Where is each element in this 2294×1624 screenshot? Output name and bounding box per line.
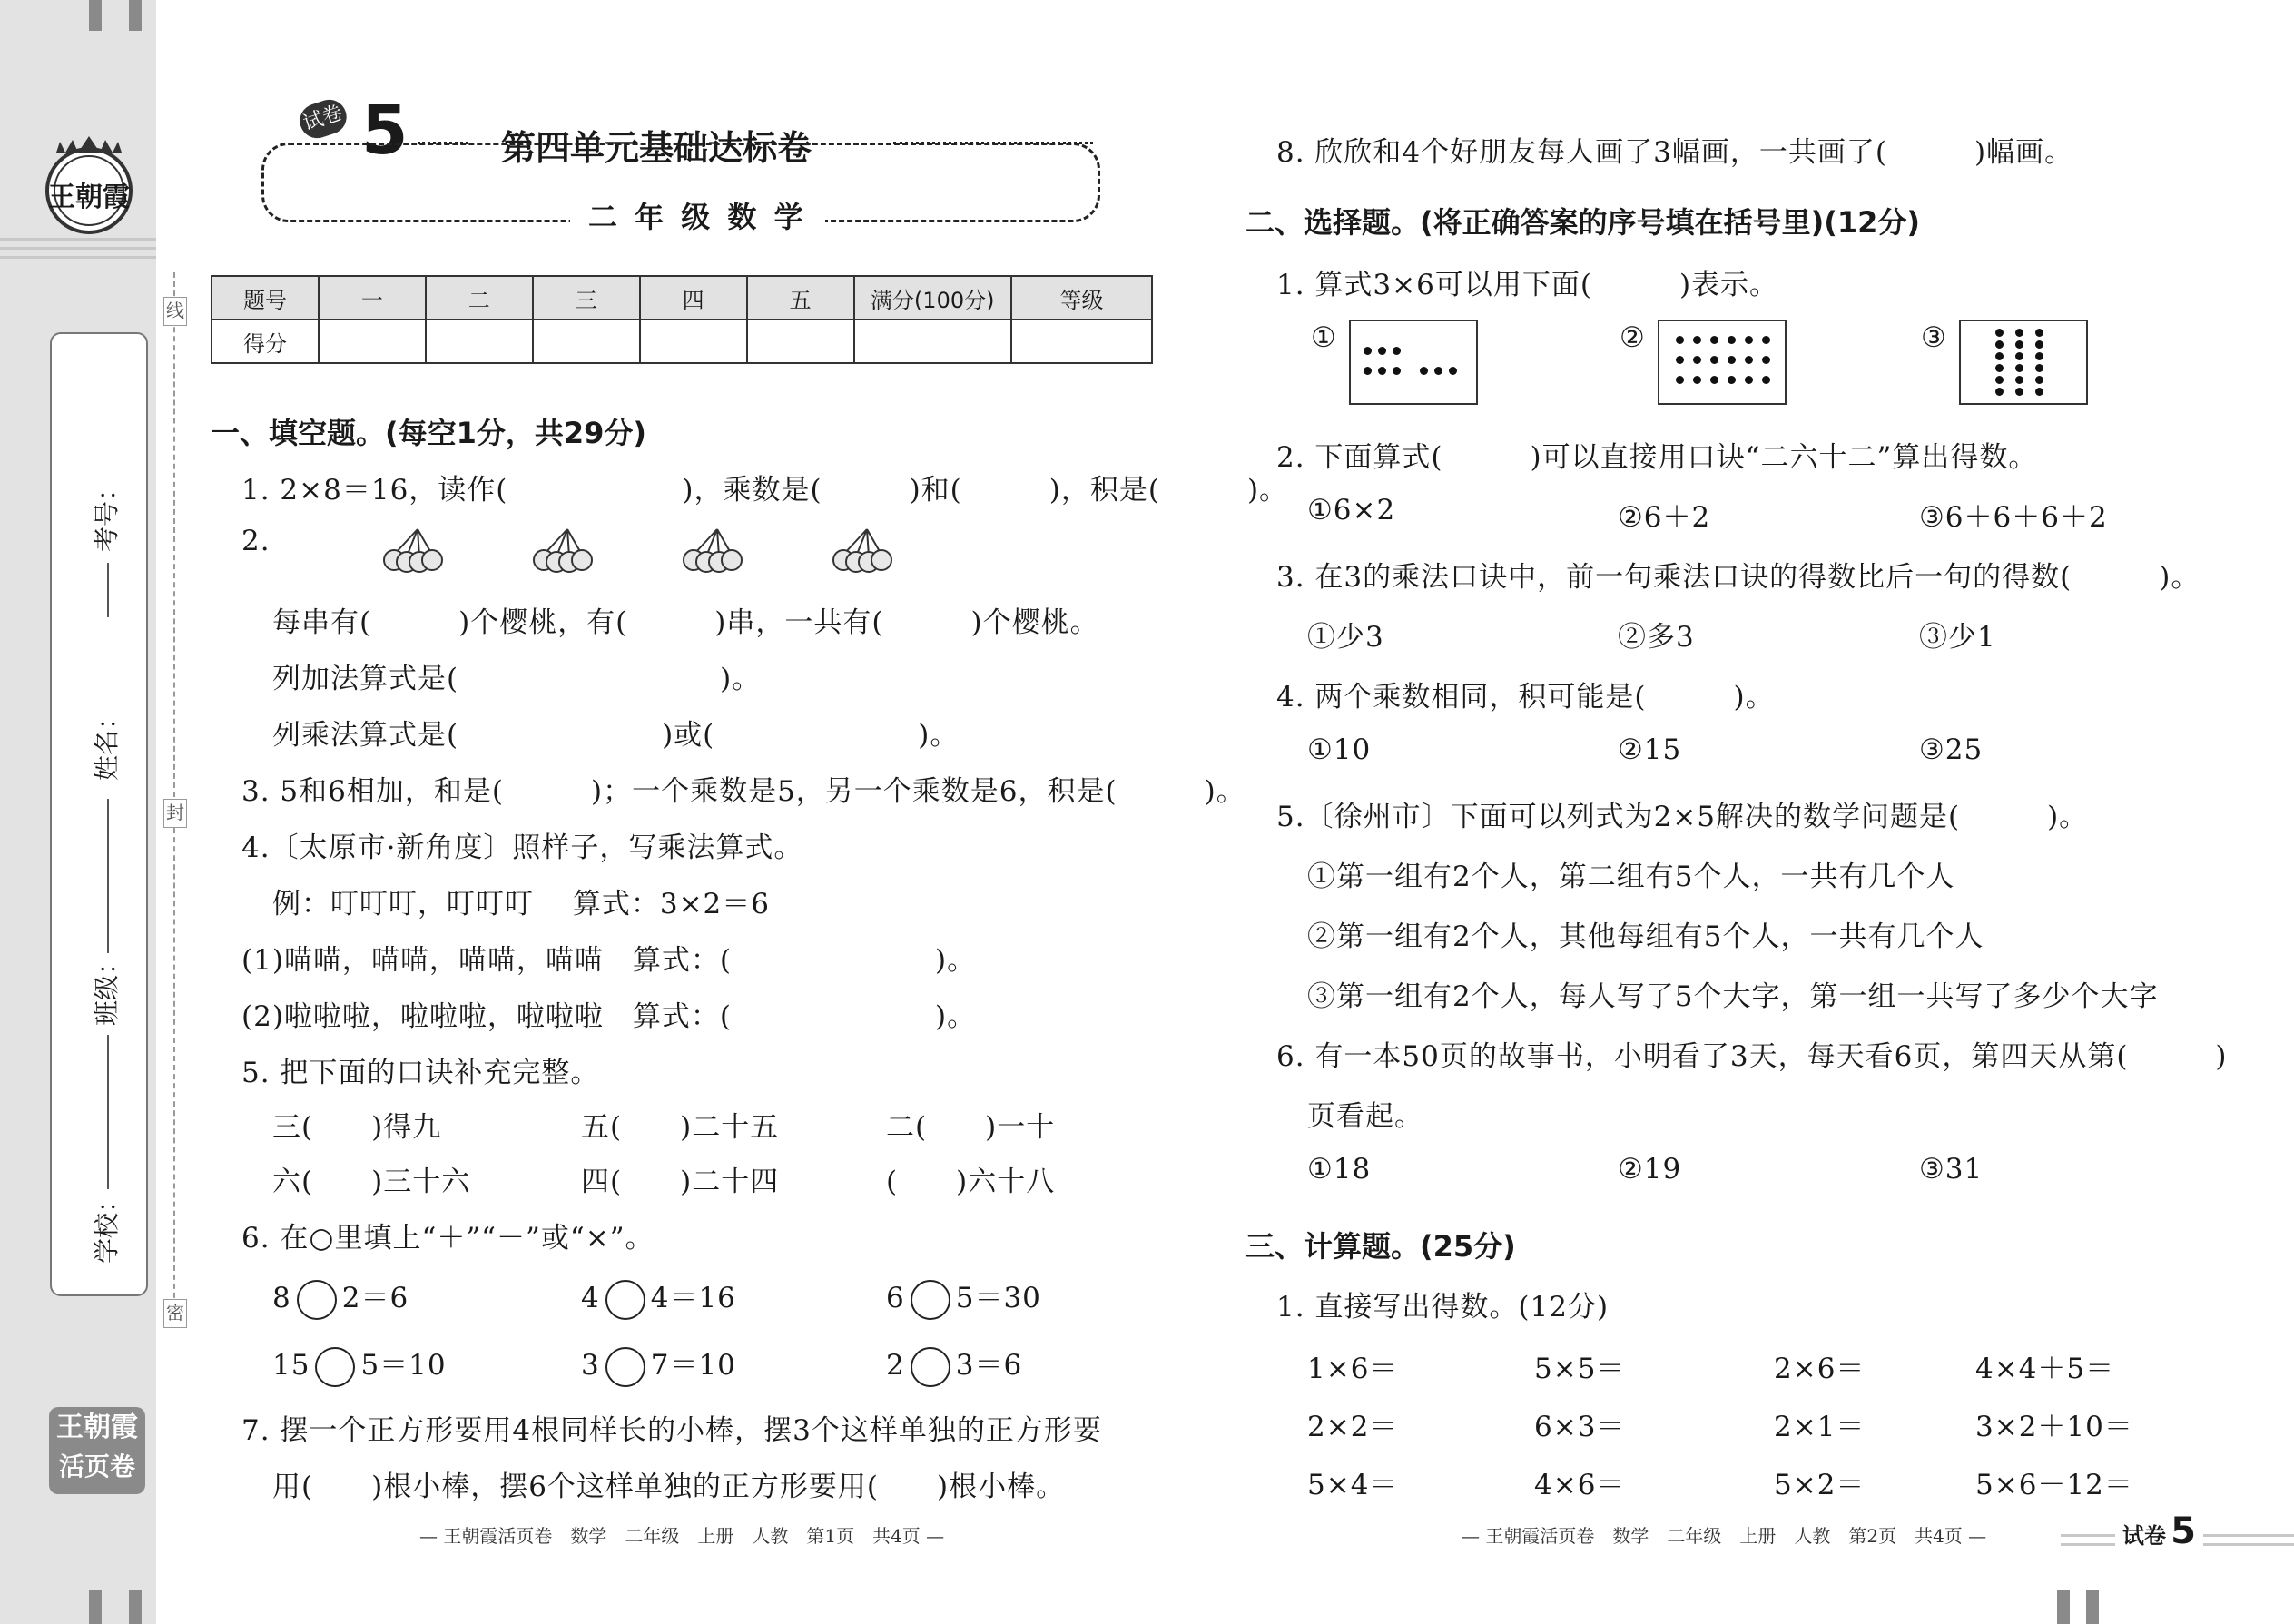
decorative-wave [0,256,156,259]
array-dot [2035,340,2043,349]
choice-option: ②19 [1618,1153,1682,1186]
question-4-example: 例：叮叮叮，叮叮叮 算式：3×2＝6 [272,888,770,920]
bottom-registration-mark [129,1590,142,1624]
calc-item: 6×3＝ [1534,1411,1626,1443]
calc-item: 2×1＝ [1774,1411,1866,1443]
choice-1: 1. 算式3×6可以用下面( )表示。 [1276,269,1779,301]
operand: 6 [886,1282,905,1314]
exam-title: 第四单元基础达标卷 [501,128,812,168]
cut-mark-mi: 密 [163,1299,187,1328]
choice-option: ③少1 [1919,621,1996,654]
class-label: 班级： [92,949,122,1026]
array-dot [2035,329,2043,337]
array-dot [1393,367,1401,375]
array-dot [1393,347,1401,355]
right-page-footer: — 王朝霞活页卷 数学 二年级 上册 人教 第2页 共4页 — [1462,1525,1987,1547]
score-table-header-row [212,276,1152,320]
choice-option: ③6＋6＋6＋2 [1919,501,2108,534]
operand: 15 [272,1349,310,1382]
exam-number-field[interactable] [107,563,109,617]
table-cell: 五 [747,276,854,320]
decorative-wave [0,247,156,250]
corner-exam-label [2115,1511,2203,1552]
decorative-wave [0,238,156,241]
array-dot [1995,340,2004,349]
brand-badge [49,1407,145,1494]
question-3: 3. 5和6相加，和是( )；一个乘数是5，另一个乘数是6，积是( )。 [241,775,1245,808]
dot-array-option-1 [1349,320,1478,405]
calc-item: 5×2＝ [1774,1469,1866,1501]
dot-array-option-2 [1658,320,1787,405]
choice-6-a: 6. 有一本50页的故事书，小明看了3天，每天看6页，第四天从第( ) [1276,1040,2228,1073]
array-dot [1995,352,2004,360]
exam-subtitle: 二 年 级 数 学 [570,194,825,236]
array-dot [2015,340,2023,349]
operand: 2 [886,1349,905,1382]
array-dot [1710,336,1718,344]
cherries-illustration [381,522,926,576]
choice-option: ③25 [1919,733,1984,766]
array-dot [2035,388,2043,396]
choice-2: 2. 下面算式( )可以直接用口诀“二六十二”算出得数。 [1276,441,2038,474]
operand-result: 7＝10 [650,1349,736,1382]
calc-item: 1×6＝ [1307,1353,1399,1385]
operator-blank-circle[interactable] [315,1347,355,1387]
choice-option: ③31 [1919,1153,1984,1186]
operand-result: 2＝6 [341,1282,409,1314]
operand: 4 [581,1282,600,1314]
calc-item: 2×2＝ [1307,1411,1399,1443]
school-label: 学校： [92,1186,122,1264]
question-2-a: 每串有( )个樱桃，有( )串，一共有( )个樱桃。 [272,606,1099,639]
score-table-score-row [212,320,1152,363]
array-dot [1693,376,1701,384]
array-dot [1762,376,1770,384]
choice-option: ③第一组有2个人，每人写了5个大字，第一组一共写了多少个大字 [1307,980,2159,1013]
question-7-b: 用( )根小棒，摆6个这样单独的正方形要用( )根小棒。 [272,1471,1066,1503]
array-dot [1728,336,1736,344]
top-registration-mark [89,0,102,31]
array-dot [1710,376,1718,384]
array-dot [1364,347,1372,355]
calc-item: 3×2＋10＝ [1975,1411,2133,1443]
array-dot [2035,364,2043,372]
table-cell: 等级 [1011,276,1152,320]
array-dot [1693,336,1701,344]
array-dot [2015,388,2023,396]
array-dot [1449,367,1457,375]
choice-option: ①6×2 [1307,494,1396,527]
operand: 3 [581,1349,600,1382]
choice-option: ①少3 [1307,621,1384,654]
cut-mark-xian: 线 [163,297,187,326]
array-dot [1676,376,1684,384]
array-dot [1745,376,1753,384]
corner-tag: 试卷 [2122,1523,2166,1549]
array-dot [1995,329,2004,337]
calc-item: 5×6－12＝ [1975,1469,2133,1501]
array-dot [1745,356,1753,364]
calc-item: 4×4＋5＝ [1975,1353,2115,1385]
name-field[interactable] [107,799,109,953]
operator-blank-circle[interactable] [911,1280,950,1320]
operator-blank-circle[interactable] [605,1347,645,1387]
operator-item [272,1342,447,1387]
question-8: 8. 欣欣和4个好朋友每人画了3幅画，一共画了( )幅画。 [1276,136,2074,169]
array-dot [1995,376,2004,384]
mnemonic-item: 六( )三十六 [272,1166,471,1198]
operand-result: 5＝10 [360,1349,447,1382]
array-dot [2015,364,2023,372]
array-dot [2035,352,2043,360]
question-1: 1. 2×8＝16，读作( )，乘数是( )和( )，积是( )。 [241,474,1289,507]
table-cell: 得分 [212,320,319,363]
choice-1-option-label: ③ [1921,321,1947,354]
operator-item [886,1342,1022,1387]
mnemonic-item: 五( )二十五 [581,1111,780,1144]
class-field[interactable] [107,1035,109,1189]
array-dot [1676,356,1684,364]
array-dot [1995,388,2004,396]
score-input-cell[interactable] [854,320,1011,363]
score-input-cell[interactable] [533,320,640,363]
choice-option: ①10 [1307,733,1372,766]
publisher-logo [36,134,142,240]
question-2-c: 列乘法算式是( )或( )。 [272,719,960,752]
choice-option: ②第一组有2个人，其他每组有5个人，一共有几个人 [1307,920,1984,953]
array-dot [1364,367,1372,375]
choice-6-b: 页看起。 [1307,1100,1423,1133]
score-input-cell[interactable] [426,320,533,363]
corner-number: 5 [2171,1511,2196,1552]
mnemonic-item: 三( )得九 [272,1111,442,1144]
bottom-registration-mark [2086,1590,2099,1624]
exam-number-label: 考号： [92,475,122,552]
array-dot [2015,376,2023,384]
choice-5: 5.〔徐州市〕下面可以列式为2×5解决的数学问题是( )。 [1276,801,2089,833]
array-dot [1710,356,1718,364]
operator-item [581,1342,736,1387]
calc-item: 2×6＝ [1774,1353,1866,1385]
calc-item: 5×4＝ [1307,1469,1399,1501]
cut-mark-feng: 封 [163,799,187,828]
left-page-footer: — 王朝霞活页卷 数学 二年级 上册 人教 第1页 共4页 — [419,1525,945,1547]
choice-option: ②6＋2 [1618,501,1711,534]
operand: 8 [272,1282,291,1314]
question-4-1: (1)喵喵，喵喵，喵喵，喵喵 算式：( )。 [241,944,977,977]
array-dot [1420,367,1428,375]
choice-1-option-label: ① [1311,321,1337,354]
calc-question-1: 1. 直接写出得数。(12分) [1276,1291,1610,1324]
table-cell: 满分(100分) [854,276,1011,320]
question-7-a: 7. 摆一个正方形要用4根同样长的小棒，摆3个这样单独的正方形要 [241,1414,1102,1447]
choice-option: ②多3 [1618,621,1695,654]
choice-1-option-label: ② [1620,321,1646,354]
table-cell: 题号 [212,276,319,320]
operand-result: 3＝6 [955,1349,1023,1382]
array-dot [1745,336,1753,344]
calc-item: 5×5＝ [1534,1353,1626,1385]
array-dot [1728,356,1736,364]
calc-item: 4×6＝ [1534,1469,1626,1501]
logo-text: 王朝霞 [48,182,130,213]
mnemonic-item: 四( )二十四 [581,1166,780,1198]
dot-array-option-3 [1959,320,2088,405]
array-dot [1728,376,1736,384]
array-dot [1995,364,2004,372]
choice-option: ①第一组有2个人，第二组有5个人，一共有几个人 [1307,861,1955,893]
array-dot [1378,367,1386,375]
score-input-cell[interactable] [1011,320,1152,363]
operator-blank-circle[interactable] [605,1280,645,1320]
choice-4: 4. 两个乘数相同，积可能是( )。 [1276,681,1775,714]
operator-blank-circle[interactable] [911,1347,950,1387]
array-dot [1434,367,1442,375]
choice-3: 3. 在3的乘法口诀中，前一句乘法口诀的得数比后一句的得数( )。 [1276,561,2200,594]
brand-name: 王朝霞 [56,1412,138,1443]
array-dot [2015,352,2023,360]
score-table [211,275,1153,364]
bottom-registration-mark [2057,1590,2070,1624]
array-dot [1378,347,1386,355]
array-dot [2035,376,2043,384]
cut-line [173,272,175,1316]
name-label: 姓名： [92,704,122,781]
mnemonic-item: 二( )一十 [886,1111,1056,1144]
table-cell: 二 [426,276,533,320]
question-2-b: 列加法算式是( )。 [272,663,762,695]
operand-result: 4＝16 [650,1282,736,1314]
score-input-cell[interactable] [747,320,854,363]
bottom-registration-mark [89,1590,102,1624]
table-cell: 四 [640,276,747,320]
score-input-cell[interactable] [319,320,426,363]
question-4-2: (2)啦啦啦，啦啦啦，啦啦啦 算式：( )。 [241,1000,977,1033]
question-2-number: 2. [241,525,271,557]
array-dot [1762,336,1770,344]
array-dot [1693,356,1701,364]
array-dot [2015,329,2023,337]
section-heading-calculation: 三、计算题。(25分) [1245,1229,1516,1264]
operator-item [581,1275,736,1320]
top-registration-mark [129,0,142,31]
operator-item [272,1275,409,1320]
section-heading-fill-blank: 一、填空题。(每空1分，共29分) [211,416,647,450]
table-cell: 三 [533,276,640,320]
mnemonic-item: ( )六十八 [886,1166,1056,1198]
question-6: 6. 在○里填上“＋”“－”或“×”。 [241,1222,655,1255]
operator-item [886,1275,1041,1320]
table-cell: 一 [319,276,426,320]
choice-option: ②15 [1618,733,1682,766]
choice-option: ①18 [1307,1153,1372,1186]
question-4: 4.〔太原市·新角度〕照样子，写乘法算式。 [241,832,803,864]
section-heading-choice: 二、选择题。(将正确答案的序号填在括号里)(12分) [1245,205,1921,240]
array-dot [1762,356,1770,364]
brand-series: 活页卷 [58,1452,135,1481]
exam-tag: 试卷 [295,95,350,143]
operand-result: 5＝30 [955,1282,1041,1314]
array-dot [1676,336,1684,344]
operator-blank-circle[interactable] [297,1280,337,1320]
score-input-cell[interactable] [640,320,747,363]
question-5: 5. 把下面的口诀补充完整。 [241,1057,600,1089]
exam-number: 5 [361,92,409,170]
